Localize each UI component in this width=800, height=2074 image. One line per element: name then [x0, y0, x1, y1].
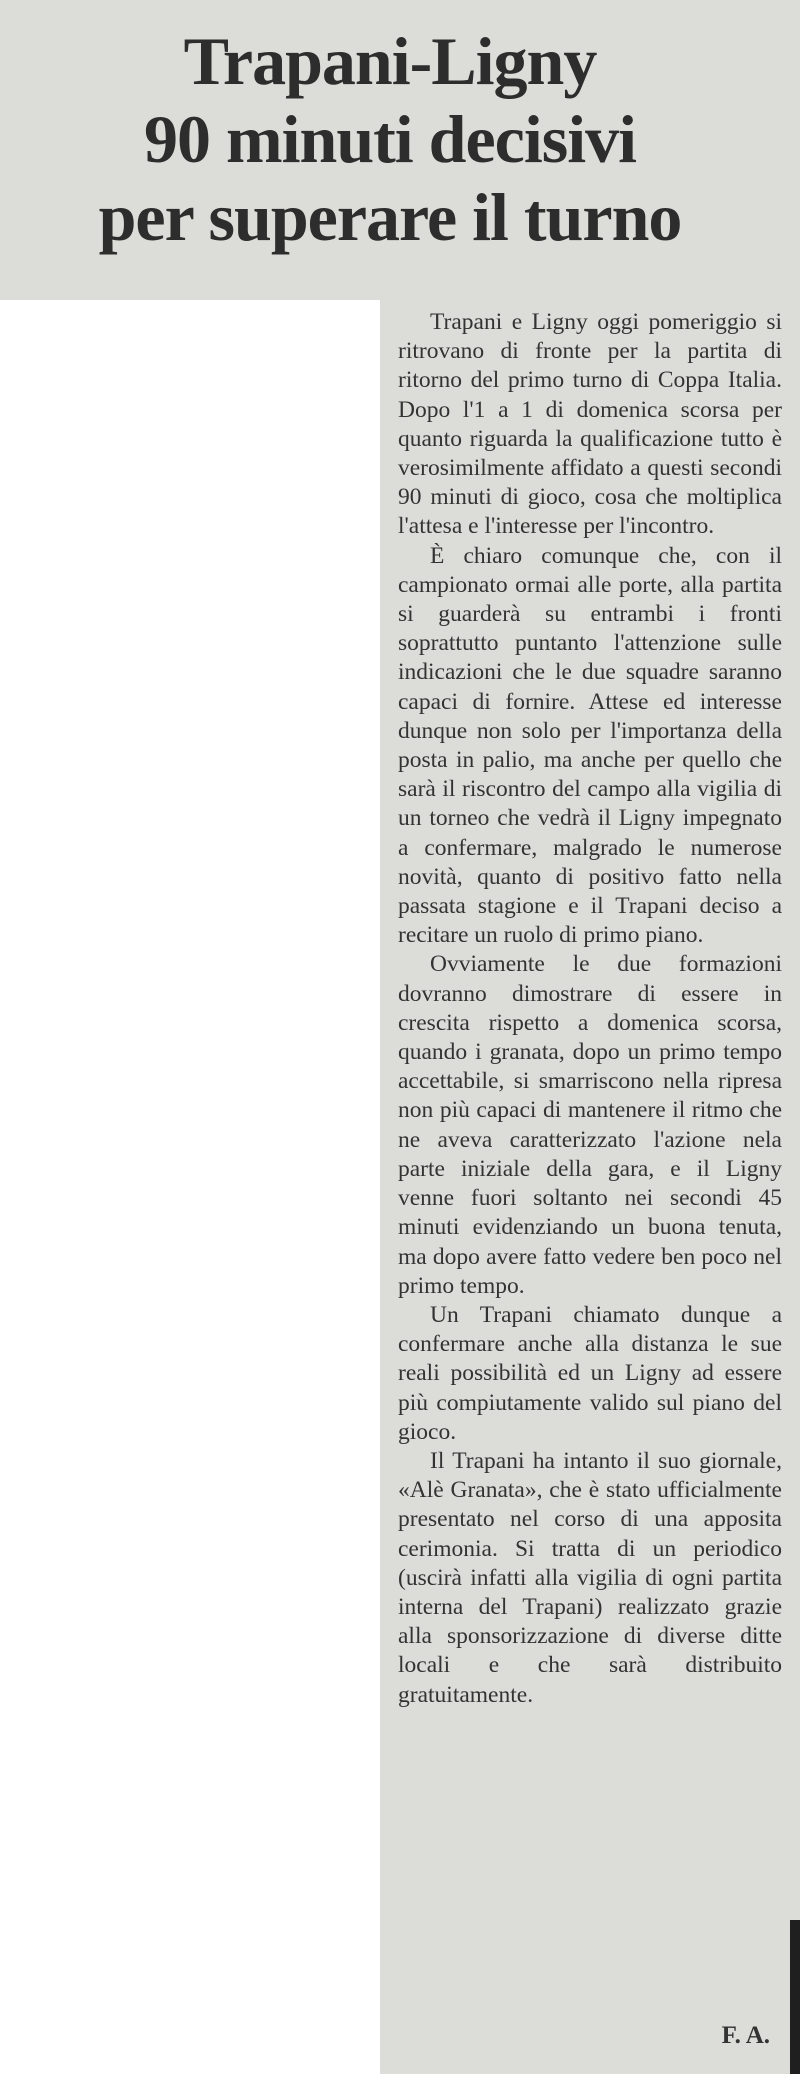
- scan-edge: [790, 1920, 800, 2074]
- article-body: [398, 308, 782, 1710]
- headline: [0, 22, 780, 256]
- article-paragraph-2: È chiaro comunque che, con il campionato ormai alle porte, alla partita si guarderà su entrambi i fronti soprattutto puntanto l'attenzione sulle indicazioni che le due squadre saranno capaci di fornire. Attese ed interesse dunque non solo per l'importanza della posta in palio, ma anche per quello che sarà il riscontro del campo alla vigilia di un torneo che vedrà il Ligny impegnato a confermare, malgrado le numerose novità, quanto di positivo fatto nella passata stagione e il Trapani deciso a recitare un ruolo di primo piano.: [398, 542, 782, 949]
- article-paragraph-4: Un Trapani chiamato dunque a confermare anche alla distanza le sue reali possibilità ed un Ligny ad essere più compiutamente valido sul piano del gioco.: [398, 1301, 782, 1445]
- article-paragraph-3: Ovviamente le due formazioni dovranno dimostrare di essere in crescita rispetto a domenica scorsa, quando i granata, dopo un primo tempo accettabile, si smarriscono nella ripresa non più capaci di mantenere il ritmo che ne aveva caratterizzato l'azione nela parte iniziale della gara, e il Ligny venne fuori soltanto nei secondi 45 minuti evidenziando un buona tenuta, ma dopo avere fatto vedere ben poco nel primo tempo.: [398, 951, 782, 1299]
- headline-line-3: per superare il turno: [98, 179, 682, 255]
- headline-line-1: Trapani-Ligny: [183, 23, 597, 99]
- article-paragraph-1: Trapani e Ligny oggi pomeriggio si ritrovano di fronte per la partita di ritorno del primo turno di Coppa Italia. Dopo l'1 a 1 di domenica scorsa per quanto riguarda la qualificazione tutto è verosimilmente affidato a questi secondi 90 minuti di gioco, cosa che moltiplica l'attesa e l'interesse per l'incontro.: [398, 309, 782, 540]
- headline-line-2: 90 minuti decisivi: [143, 101, 637, 177]
- author-signature: F. A.: [721, 2022, 770, 2049]
- article-paragraph-5: Il Trapani ha intanto il suo giornale, «Alè Granata», che è stato ufficialmente presentato nel corso di una apposita cerimonia. Si tratta di un periodico (uscirà infatti alla vigilia di ogni partita interna del Trapani) realizzato grazie alla sponsorizzazione di diverse ditte locali e che sarà distribuito gratuitamente.: [398, 1447, 782, 1708]
